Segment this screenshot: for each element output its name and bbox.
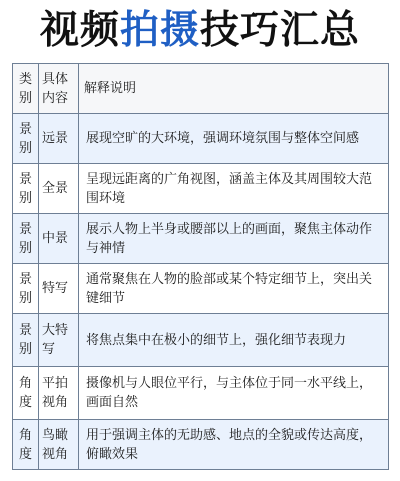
header-item: 具体内容 (39, 64, 79, 114)
row-category: 景别 (13, 164, 39, 214)
title-part-3: 技巧汇总 (200, 7, 361, 53)
row-item: 平拍视角 (39, 367, 79, 420)
row-category: 角度 (13, 420, 39, 470)
row-description: 通常聚焦在人物的脸部或某个特定细节上，突出关键细节 (79, 264, 389, 314)
header-category: 类别 (13, 64, 39, 114)
row-description: 用于强调主体的无助感、地点的全貌或传达高度，俯瞰效果 (79, 420, 389, 470)
header-description: 解释说明 (79, 64, 389, 114)
row-category: 景别 (13, 114, 39, 164)
row-description: 摄像机与人眼位平行，与主体位于同一水平线上，画面自然 (79, 367, 389, 420)
row-category: 景别 (13, 214, 39, 264)
row-description: 将焦点集中在极小的细节上，强化细节表现力 (79, 314, 389, 367)
shooting-tips-table (12, 63, 389, 470)
row-category: 景别 (13, 264, 39, 314)
table-row (13, 420, 389, 470)
page-title (0, 6, 400, 54)
title-part-2-highlight: 拍摄 (119, 7, 200, 53)
row-item: 全景 (39, 164, 79, 214)
row-item: 远景 (39, 114, 79, 164)
table-row (13, 314, 389, 367)
row-category: 角度 (13, 367, 39, 420)
row-category: 景别 (13, 314, 39, 367)
table-header-row (13, 64, 389, 114)
table-row (13, 367, 389, 420)
title-part-1: 视频 (39, 7, 120, 53)
row-item: 特写 (39, 264, 79, 314)
row-description: 展现空旷的大环境，强调环境氛围与整体空间感 (79, 114, 389, 164)
row-item: 大特写 (39, 314, 79, 367)
table-row (13, 214, 389, 264)
table-row (13, 264, 389, 314)
table-row (13, 114, 389, 164)
row-item: 鸟瞰视角 (39, 420, 79, 470)
row-description: 展示人物上半身或腰部以上的画面，聚焦主体动作与神情 (79, 214, 389, 264)
row-description: 呈现远距离的广角视图，涵盖主体及其周围较大范围环境 (79, 164, 389, 214)
row-item: 中景 (39, 214, 79, 264)
table-row (13, 164, 389, 214)
